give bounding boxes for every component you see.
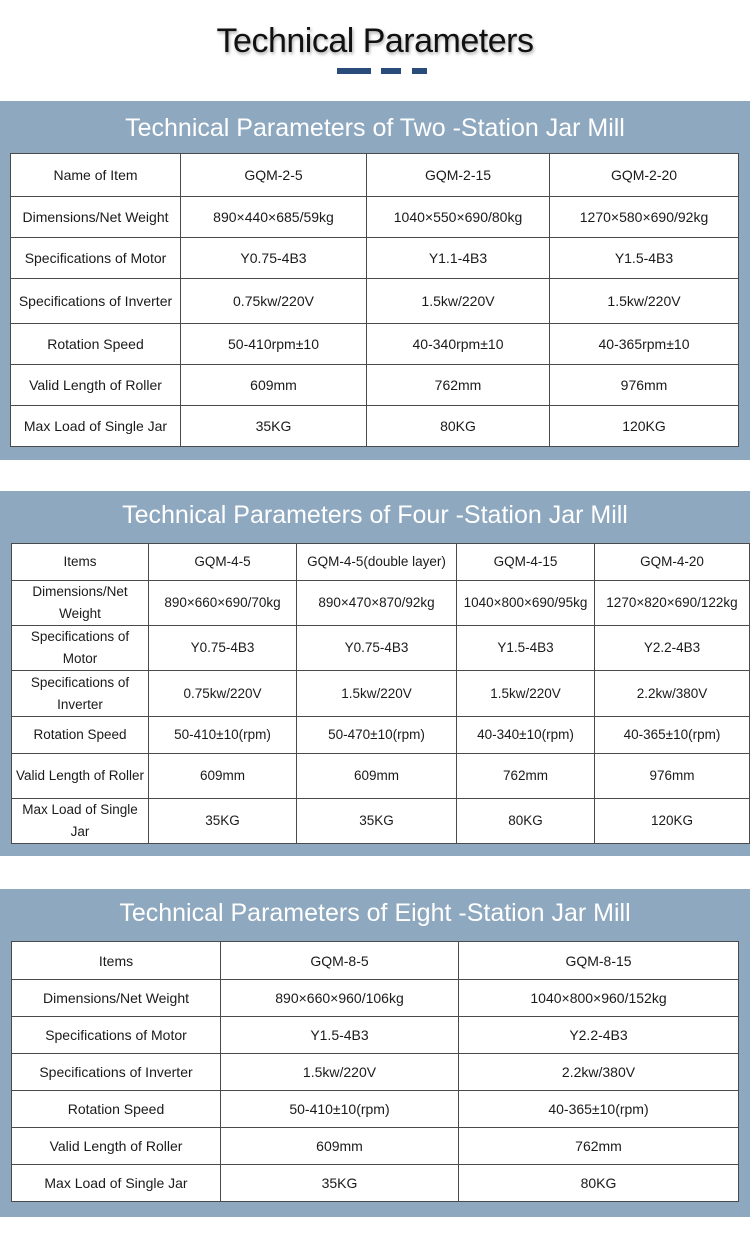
table-cell: 50-470±10(rpm) — [297, 717, 457, 754]
table-cell: 40-365±10(rpm) — [459, 1091, 739, 1128]
header-cell: GQM-4-15 — [457, 544, 595, 581]
table-row — [12, 581, 750, 626]
header-cell: GQM-8-15 — [459, 942, 739, 980]
table-cell: 40-340rpm±10 — [367, 324, 550, 365]
table-cell: 762mm — [459, 1128, 739, 1165]
table-cell: 50-410±10(rpm) — [149, 717, 297, 754]
table-cell: 35KG — [297, 799, 457, 844]
table-cell: 1040×800×690/95kg — [457, 581, 595, 626]
row-label: Valid Length of Roller — [12, 754, 149, 799]
table-cell: 762mm — [367, 365, 550, 406]
two-station-table — [10, 153, 739, 447]
row-label: Rotation Speed — [12, 1091, 221, 1128]
table-cell: Y0.75-4B3 — [149, 626, 297, 671]
table-cell: 1.5kw/220V — [367, 279, 550, 324]
row-label: Specifications of Motor — [11, 238, 181, 279]
table-row — [12, 626, 750, 671]
row-label: Max Load of Single Jar — [11, 406, 181, 447]
table-row — [11, 324, 739, 365]
table-cell: 80KG — [367, 406, 550, 447]
table-row — [12, 1128, 739, 1165]
table-row — [12, 799, 750, 844]
table-cell: 890×660×690/70kg — [149, 581, 297, 626]
table-header-row — [11, 154, 739, 197]
table-cell: Y0.75-4B3 — [181, 238, 367, 279]
table-cell: 40-340±10(rpm) — [457, 717, 595, 754]
table-cell: 1270×580×690/92kg — [550, 197, 739, 238]
table-cell: 120KG — [595, 799, 750, 844]
table-cell: 1040×550×690/80kg — [367, 197, 550, 238]
row-label: Specifications of Motor — [12, 626, 149, 671]
table-row — [12, 1017, 739, 1054]
table-row — [12, 671, 750, 717]
table-cell: 120KG — [550, 406, 739, 447]
table-cell: Y2.2-4B3 — [459, 1017, 739, 1054]
four-station-heading: Technical Parameters of Four -Station Jar Mill — [122, 501, 628, 529]
row-label: Dimensions/Net Weight — [11, 197, 181, 238]
table-cell: 80KG — [457, 799, 595, 844]
row-label: Dimensions/Net Weight — [12, 581, 149, 626]
table-cell: 890×470×870/92kg — [297, 581, 457, 626]
header-cell: GQM-8-5 — [221, 942, 459, 980]
table-row — [12, 1091, 739, 1128]
table-cell: 976mm — [595, 754, 750, 799]
table-cell: Y1.5-4B3 — [221, 1017, 459, 1054]
table-cell: 1.5kw/220V — [550, 279, 739, 324]
table-cell: 609mm — [181, 365, 367, 406]
row-label: Dimensions/Net Weight — [12, 980, 221, 1017]
row-label: Valid Length of Roller — [11, 365, 181, 406]
table-cell: 0.75kw/220V — [149, 671, 297, 717]
table-cell: 50-410rpm±10 — [181, 324, 367, 365]
table-row — [12, 1054, 739, 1091]
two-station-heading: Technical Parameters of Two -Station Jar Mill — [125, 114, 625, 142]
table-row — [11, 406, 739, 447]
table-cell: 609mm — [221, 1128, 459, 1165]
header-cell: GQM-2-20 — [550, 154, 739, 197]
header-cell: GQM-2-5 — [181, 154, 367, 197]
four-station-table — [11, 543, 750, 844]
table-row — [12, 980, 739, 1017]
header-cell: GQM-4-20 — [595, 544, 750, 581]
header-cell: Items — [12, 544, 149, 581]
row-label: Rotation Speed — [11, 324, 181, 365]
page-title: Technical Parameters — [216, 22, 534, 60]
table-cell: 976mm — [550, 365, 739, 406]
table-cell: 1.5kw/220V — [221, 1054, 459, 1091]
header-cell: GQM-4-5 — [149, 544, 297, 581]
row-label: Specifications of Inverter — [12, 671, 149, 717]
table-row — [11, 197, 739, 238]
row-label: Specifications of Inverter — [12, 1054, 221, 1091]
eight-station-heading: Technical Parameters of Eight -Station Jar Mill — [119, 899, 631, 927]
title-accent-mid — [381, 68, 401, 74]
table-cell: 80KG — [459, 1165, 739, 1202]
table-row — [12, 717, 750, 754]
table-cell: 2.2kw/380V — [459, 1054, 739, 1091]
table-cell: Y1.5-4B3 — [457, 626, 595, 671]
eight-station-table — [11, 941, 739, 1202]
table-cell: 1.5kw/220V — [297, 671, 457, 717]
table-cell: 609mm — [297, 754, 457, 799]
table-cell: 35KG — [221, 1165, 459, 1202]
table-cell: 762mm — [457, 754, 595, 799]
table-row — [12, 754, 750, 799]
table-row — [11, 279, 739, 324]
table-cell: 40-365±10(rpm) — [595, 717, 750, 754]
header-cell: GQM-4-5(double layer) — [297, 544, 457, 581]
table-cell: 890×660×960/106kg — [221, 980, 459, 1017]
table-cell: 0.75kw/220V — [181, 279, 367, 324]
table-cell: 1040×800×960/152kg — [459, 980, 739, 1017]
table-row — [11, 238, 739, 279]
row-label: Valid Length of Roller — [12, 1128, 221, 1165]
table-cell: Y1.1-4B3 — [367, 238, 550, 279]
table-cell: 609mm — [149, 754, 297, 799]
table-cell: 2.2kw/380V — [595, 671, 750, 717]
table-header-row — [12, 544, 750, 581]
header-cell: Name of Item — [11, 154, 181, 197]
row-label: Rotation Speed — [12, 717, 149, 754]
table-cell: Y2.2-4B3 — [595, 626, 750, 671]
title-accent-right — [412, 68, 427, 74]
table-cell: 50-410±10(rpm) — [221, 1091, 459, 1128]
table-cell: Y0.75-4B3 — [297, 626, 457, 671]
table-cell: Y1.5-4B3 — [550, 238, 739, 279]
table-cell: 40-365rpm±10 — [550, 324, 739, 365]
table-cell: 1270×820×690/122kg — [595, 581, 750, 626]
table-cell: 890×440×685/59kg — [181, 197, 367, 238]
table-cell: 35KG — [181, 406, 367, 447]
row-label: Specifications of Motor — [12, 1017, 221, 1054]
table-header-row — [12, 942, 739, 980]
row-label: Max Load of Single Jar — [12, 1165, 221, 1202]
table-row — [12, 1165, 739, 1202]
title-accent-left — [337, 68, 371, 74]
table-cell: 1.5kw/220V — [457, 671, 595, 717]
row-label: Specifications of Inverter — [11, 279, 181, 324]
header-cell: GQM-2-15 — [367, 154, 550, 197]
table-cell: 35KG — [149, 799, 297, 844]
header-cell: Items — [12, 942, 221, 980]
row-label: Max Load of Single Jar — [12, 799, 149, 844]
table-row — [11, 365, 739, 406]
